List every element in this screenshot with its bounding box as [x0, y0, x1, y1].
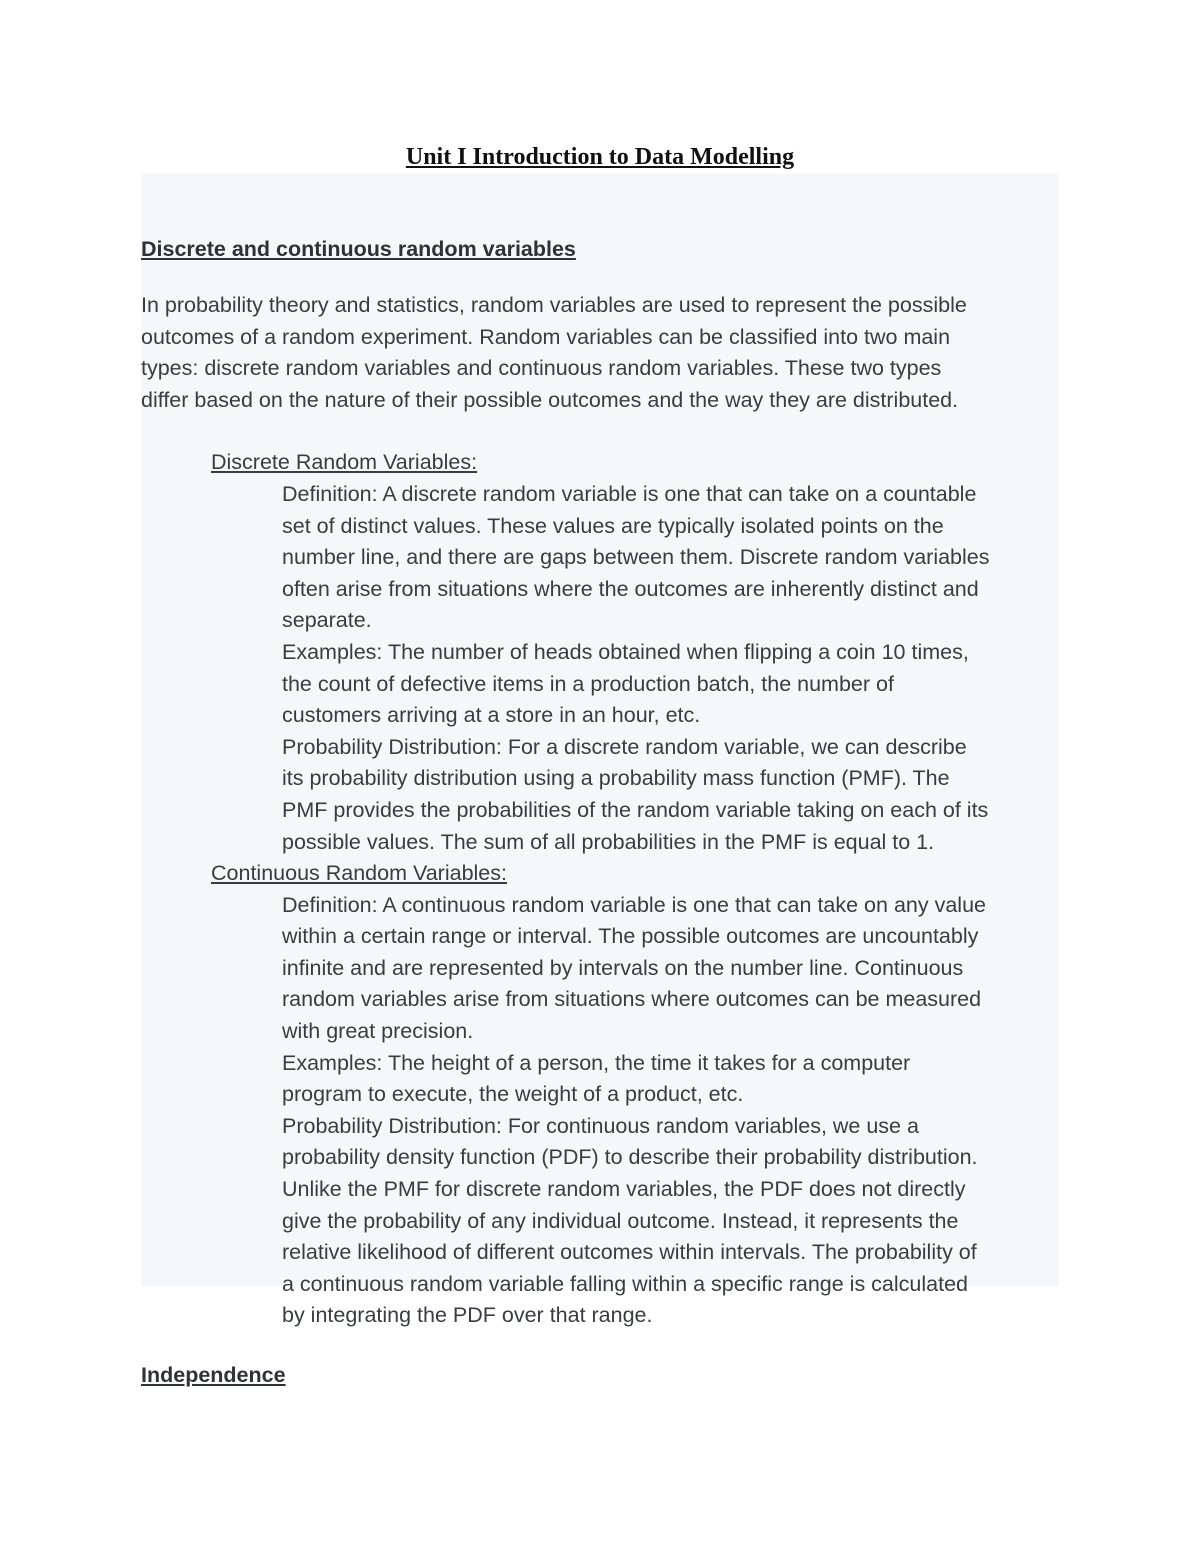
text-line: the count of defective items in a production batch, the number of: [282, 671, 894, 696]
text-line: possible values. The sum of all probabilities in the PMF is equal to 1.: [282, 829, 935, 854]
intro-line: types: discrete random variables and continuous random variables. These two types: [141, 356, 942, 381]
text-line: often arise from situations where the outcomes are inherently distinct and: [282, 576, 979, 601]
text-line: customers arriving at a store in an hour, etc.: [282, 703, 701, 728]
text-line: Probability Distribution: For a discrete random variable, we can describe: [282, 734, 967, 759]
text-line: random variables arise from situations where outcomes can be measured: [282, 987, 982, 1012]
discrete-examples: [282, 637, 1061, 732]
document-title: Unit I Introduction to Data Modelling: [405, 144, 795, 170]
text-line: number line, and there are gaps between them. Discrete random variables: [282, 545, 990, 570]
text-line: by integrating the PDF over that range.: [282, 1303, 653, 1328]
text-line: its probability distribution using a probability mass function (PMF). The: [282, 766, 950, 791]
discrete-definition: [282, 479, 1061, 637]
text-line: PMF provides the probabilities of the random variable taking on each of its: [282, 797, 989, 822]
text-line: within a certain range or interval. The possible outcomes are uncountably: [282, 924, 979, 949]
section-heading-random-variables: Discrete and continuous random variables: [141, 237, 576, 261]
subheading-discrete: Discrete Random Variables:: [211, 450, 478, 475]
text-line: Examples: The number of heads obtained when flipping a coin 10 times,: [282, 639, 969, 664]
intro-line: In probability theory and statistics, random variables are used to represent the possible: [141, 293, 967, 317]
text-line: Definition: A continuous random variable is one that can take on any value: [282, 892, 986, 917]
text-line: probability density function (PDF) to describe their probability distribution.: [282, 1145, 978, 1170]
text-line: Examples: The height of a person, the time it takes for a computer: [282, 1050, 911, 1075]
intro-paragraph: [141, 290, 1061, 416]
text-line: a continuous random variable falling within a specific range is calculated: [282, 1271, 968, 1296]
discrete-distribution: [282, 732, 1061, 858]
continuous-examples: [282, 1048, 1061, 1111]
text-line: with great precision.: [282, 1019, 474, 1044]
intro-line: outcomes of a random experiment. Random variables can be classified into two main: [141, 324, 951, 349]
text-line: separate.: [282, 608, 372, 633]
text-line: give the probability of any individual outcome. Instead, it represents the: [282, 1208, 959, 1233]
text-line: relative likelihood of different outcomes within intervals. The probability of: [282, 1240, 977, 1265]
document-body: [141, 232, 1061, 1392]
text-line: Definition: A discrete random variable is one that can take on a countable: [282, 481, 977, 506]
intro-line: differ based on the nature of their possible outcomes and the way they are distributed.: [141, 387, 959, 412]
text-line: Probability Distribution: For continuous random variables, we use a: [282, 1113, 919, 1138]
text-line: set of distinct values. These values are typically isolated points on the: [282, 513, 944, 538]
continuous-definition: [282, 890, 1061, 1048]
continuous-distribution: [282, 1111, 1061, 1332]
text-line: infinite and are represented by intervals on the number line. Continuous: [282, 955, 964, 980]
text-line: program to execute, the weight of a product, etc.: [282, 1082, 744, 1107]
section-heading-independence: Independence: [141, 1363, 286, 1387]
subheading-continuous: Continuous Random Variables:: [211, 861, 507, 886]
text-line: Unlike the PMF for discrete random variables, the PDF does not directly: [282, 1177, 966, 1202]
